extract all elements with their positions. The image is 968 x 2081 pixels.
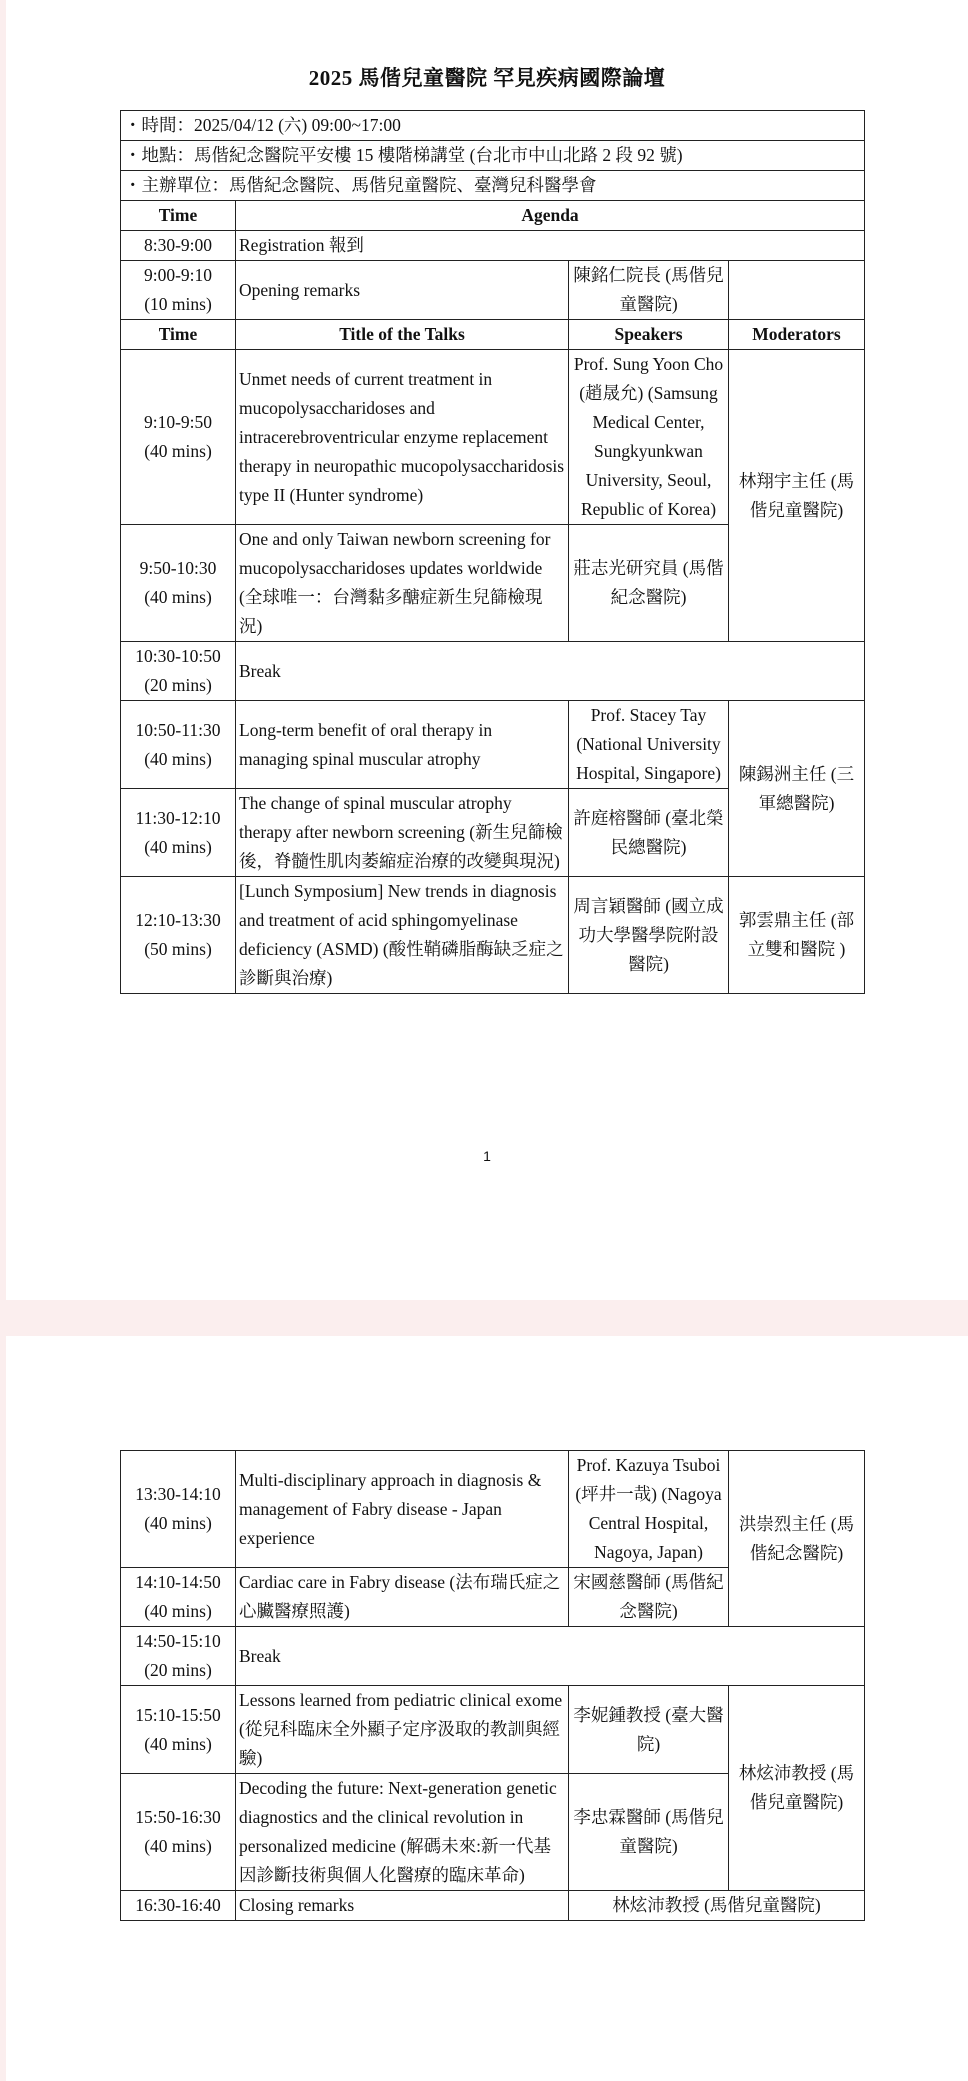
- moderator: 林翔宇主任 (馬偕兒童醫院): [729, 350, 865, 642]
- session-time: 16:30-16:40: [121, 1891, 236, 1921]
- empty-cell: [729, 261, 865, 320]
- moderator: 郭雲鼎主任 (部立雙和醫院 ): [729, 877, 865, 994]
- table-row: [121, 261, 865, 320]
- table-row: [121, 877, 865, 994]
- session-time-cell: [121, 877, 236, 994]
- session-duration: (40 mins): [144, 1836, 212, 1856]
- agenda-table: [120, 110, 865, 994]
- header-speakers: Speakers: [569, 320, 729, 350]
- session-duration: (40 mins): [144, 1733, 212, 1754]
- table-row: [121, 1451, 865, 1568]
- document-page-2: [6, 1336, 968, 2081]
- session-time: 11:30-12:10: [135, 807, 221, 828]
- talk-title: Cardiac care in Fabry disease (法布瑞氏症之心臟醫療照護): [236, 1568, 569, 1627]
- header-moderators: Moderators: [729, 320, 865, 350]
- session-time-cell: [121, 1568, 236, 1627]
- table-row: [121, 1686, 865, 1774]
- table-row: [121, 642, 865, 701]
- session-time: 14:10-14:50: [135, 1572, 221, 1592]
- session-time: 14:50-15:10: [135, 1631, 221, 1651]
- speaker: Prof. Kazuya Tsuboi (坪井一哉) (Nagoya Central Hospital, Nagoya, Japan): [569, 1451, 729, 1568]
- session-time: 8:30-9:00: [121, 231, 236, 261]
- agenda-table: [120, 1450, 865, 1921]
- talk-title: Multi-disciplinary approach in diagnosis & management of Fabry disease - Japan experience: [236, 1451, 569, 1568]
- speaker: Prof. Stacey Tay (National University Hospital, Singapore): [569, 701, 729, 789]
- page-number: 1: [483, 1148, 491, 1164]
- session-duration: (40 mins): [144, 1601, 212, 1621]
- talk-title: Long-term benefit of oral therapy in managing spinal muscular atrophy: [236, 701, 569, 789]
- speaker: 李妮鍾教授 (臺大醫院): [569, 1686, 729, 1774]
- session-time: 15:50-16:30: [135, 1807, 221, 1827]
- session-time-cell: [121, 1686, 236, 1774]
- speaker: 宋國慈醫師 (馬偕紀念醫院): [569, 1568, 729, 1627]
- header-agenda: Agenda: [236, 201, 865, 231]
- session-time: 10:50-11:30: [135, 719, 221, 740]
- session-time: 10:30-10:50: [135, 646, 221, 666]
- session-duration: (40 mins): [144, 836, 212, 857]
- event-organizer: ・主辦單位：馬偕紀念醫院、馬偕兒童醫院、臺灣兒科醫學會: [121, 171, 865, 201]
- session-duration: (10 mins): [144, 294, 212, 314]
- session-time-cell: [121, 1774, 236, 1891]
- session-time-cell: [121, 642, 236, 701]
- speaker: Prof. Sung Yoon Cho (趙晟允) (Samsung Medical Center, Sungkyunkwan University, Seoul, Republic of Korea): [569, 350, 729, 525]
- event-time: ・時間：2025/04/12 (六) 09:00~17:00: [121, 111, 865, 141]
- session-duration: (40 mins): [144, 587, 212, 607]
- talk-title: Unmet needs of current treatment in mucopolysaccharidoses and intracerebroventricular enzyme replacement therapy in neuropathic mucopolysaccharidosis type II (Hunter syndrome): [236, 350, 569, 525]
- talk-title: [Lunch Symposium] New trends in diagnosis and treatment of acid sphingomyelinase deficiency (ASMD) (酸性鞘磷脂酶缺乏症之診斷與治療): [236, 877, 569, 994]
- speaker: 許庭榕醫師 (臺北榮民總醫院): [569, 789, 729, 877]
- moderator: 洪崇烈主任 (馬偕紀念醫院): [729, 1451, 865, 1627]
- session-duration: (40 mins): [144, 1513, 212, 1533]
- closing-label: Closing remarks: [236, 1891, 569, 1921]
- session-label: Registration 報到: [236, 231, 865, 261]
- speaker: 莊志光研究員 (馬偕紀念醫院): [569, 525, 729, 642]
- session-duration: (20 mins): [144, 1660, 212, 1680]
- session-time: 15:10-15:50: [135, 1704, 221, 1725]
- document-title: 2025 馬偕兒童醫院 罕見疾病國際論壇: [308, 66, 666, 90]
- table-row: [121, 1627, 865, 1686]
- speaker: 陳銘仁院長 (馬偕兒童醫院): [569, 261, 729, 320]
- speaker: 周言穎醫師 (國立成功大學醫學院附設醫院): [569, 877, 729, 994]
- session-time: 9:10-9:50: [143, 412, 213, 432]
- moderator: 陳錫洲主任 (三軍總醫院): [729, 701, 865, 877]
- header-title: Title of the Talks: [236, 320, 569, 350]
- document-page-1: [6, 0, 968, 1300]
- session-time-cell: [121, 701, 236, 789]
- session-label: Opening remarks: [236, 261, 569, 320]
- session-time-cell: [121, 261, 236, 320]
- talk-title: One and only Taiwan newborn screening for mucopolysaccharidoses updates worldwide (全球唯一：台灣黏多醣症新生兒篩檢現況): [236, 525, 569, 642]
- session-time: 13:30-14:10: [135, 1484, 221, 1504]
- session-time-cell: [121, 525, 236, 642]
- break-label: Break: [236, 1627, 865, 1686]
- session-time-cell: [121, 1627, 236, 1686]
- speaker: 林炫沛教授 (馬偕兒童醫院): [569, 1891, 865, 1921]
- session-time: 12:10-13:30: [135, 910, 221, 930]
- session-duration: (20 mins): [144, 675, 212, 695]
- speaker: 李忠霖醫師 (馬偕兒童醫院): [569, 1774, 729, 1891]
- moderator: 林炫沛教授 (馬偕兒童醫院): [729, 1686, 865, 1891]
- header-time: Time: [121, 201, 236, 231]
- talk-title: The change of spinal muscular atrophy therapy after newborn screening (新生兒篩檢後，脊髓性肌肉萎縮症治療的改變與現況): [236, 789, 569, 877]
- break-label: Break: [236, 642, 865, 701]
- session-duration: (50 mins): [144, 939, 212, 959]
- table-row: [121, 701, 865, 789]
- session-time-cell: [121, 350, 236, 525]
- table-row: [121, 231, 865, 261]
- session-time-cell: [121, 1451, 236, 1568]
- table-row: [121, 350, 865, 525]
- session-time: 9:50-10:30: [139, 558, 217, 578]
- talk-title: Lessons learned from pediatric clinical exome (從兒科臨床全外顯子定序汲取的教訓與經驗): [236, 1686, 569, 1774]
- header-time: Time: [121, 320, 236, 350]
- session-duration: (40 mins): [144, 441, 212, 461]
- session-time-cell: [121, 789, 236, 877]
- event-location: ・地點：馬偕紀念醫院平安樓 15 樓階梯講堂 (台北市中山北路 2 段 92 號): [121, 141, 865, 171]
- session-time: 9:00-9:10: [143, 265, 213, 285]
- table-row: [121, 1891, 865, 1921]
- talk-title: Decoding the future: Next-generation genetic diagnostics and the clinical revolution in personalized medicine (解碼未來:新一代基因診斷技術與個人化醫療的臨床革命): [236, 1774, 569, 1891]
- session-duration: (40 mins): [144, 748, 212, 769]
